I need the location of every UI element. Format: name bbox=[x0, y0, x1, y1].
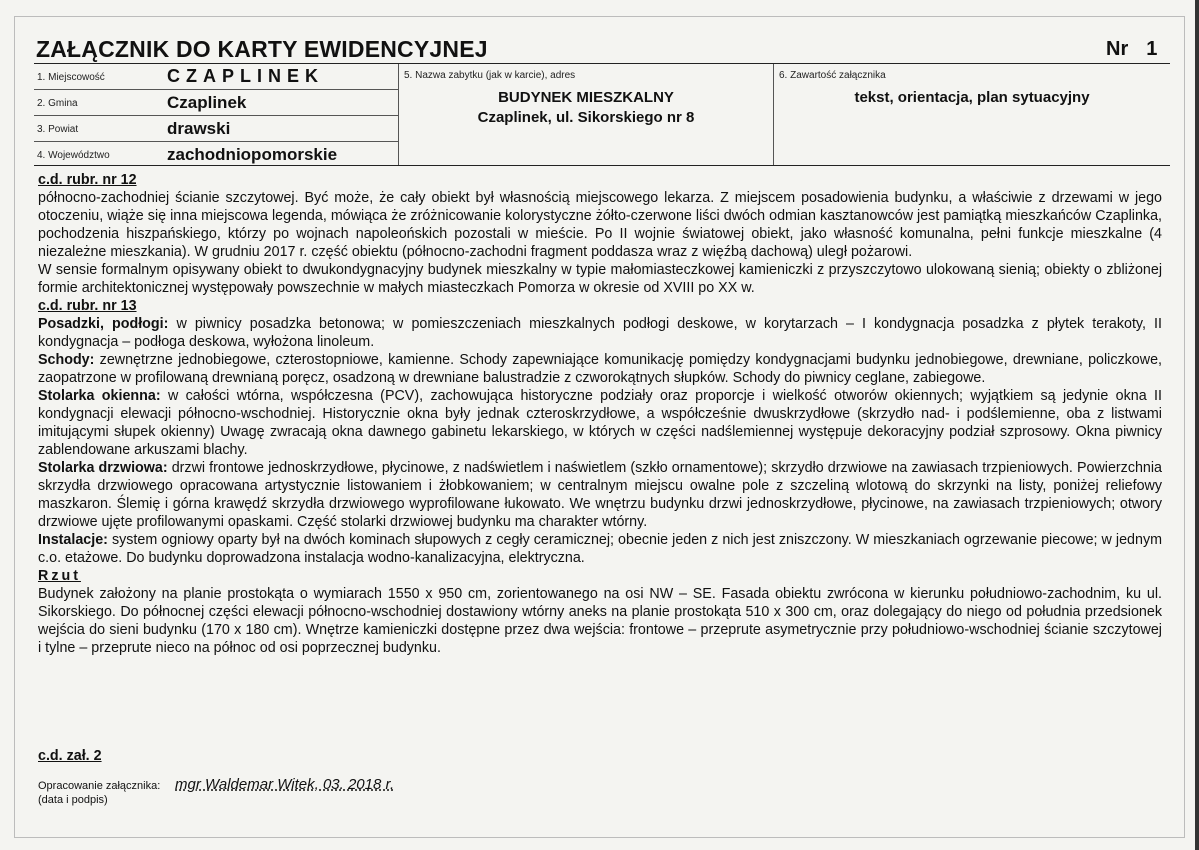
document-number bbox=[1106, 38, 1157, 61]
schody-text: zewnętrzne jednobiegowe, czterostopniowe, kamienne. Schody zapewniające komunikację pomiędzy kondygnacjami budynku jednobiegowe, drewniane, policzkowe, zaopatrzone w profilowaną drewnianą poręcz, osadzoną w drewniane balustradzie z czworokątnych słupków. Schody do piwnicy ceglane, zabiegowe. bbox=[38, 352, 1162, 386]
table-bottom-line bbox=[34, 165, 1170, 166]
value-nazwa bbox=[398, 88, 774, 128]
document-body bbox=[38, 171, 1162, 657]
drzwi-label: Stolarka drzwiowa: bbox=[38, 460, 168, 476]
posadzki-label: Posadzki, podłogi: bbox=[38, 316, 169, 332]
nr-label: Nr bbox=[1106, 38, 1129, 60]
value-powiat: drawski bbox=[167, 119, 231, 138]
signature-label-line-2: (data i podpis) bbox=[38, 794, 108, 806]
label-powiat: 3. Powiat bbox=[37, 124, 79, 135]
posadzki-text: w piwnicy posadzka betonowa; w pomieszczeniach mieszkalnych podłogi deskowe, w korytarzach – I kondygnacja posadzka z płytek terakoty, II kondygnacja – podłoga deskowa, wyłożona linoleum. bbox=[38, 316, 1162, 350]
label-zawartosc: 6. Zawartość załącznika bbox=[779, 70, 886, 81]
heading-rzut: Rzut bbox=[38, 568, 81, 584]
row-line-3 bbox=[34, 141, 398, 142]
drzwi-text: drzwi frontowe jednoskrzydłowe, płycinowe, z nadświetlem i naświetlem (szkło ornamentowe); skrzydło drzwiowe na zawiasach trzpieniowych. Powierzchnia skrzydła drzwiowego opracowana artystycznie listowaniem i żłobkowaniem; w centralnym miejscu owalne pole z szczeliną wlotową do skrzynki na listy, poniżej reliefowy maszkaron. Ślemię i górna krawędź skrzydła drzwiowego wyprofilowane łukowato. We wnętrzu budynku drzwi jednoskrzydłowe, płycinowe, na zawiasach trzpieniowych; otwory drzwiowe ujęte profilowanymi opaskami. Część stolarki drzwiowej budynku ma charakter wtórny. bbox=[38, 460, 1162, 530]
instalacje-label: Instalacje: bbox=[38, 532, 108, 548]
value-miejscowosc: CZAPLINEK bbox=[167, 66, 324, 86]
heading-zal-2: c.d. zał. 2 bbox=[38, 748, 102, 764]
page-title: ZAŁĄCZNIK DO KARTY EWIDENCYJNEJ bbox=[36, 36, 488, 62]
okna-text: w całości wtórna, współczesna (PCV), zachowująca historyczne podziały oraz proporcje i wielkość otworów okiennych; wyjątkiem są jedynie okna II kondygnacji elewacji północno-wschodniej. Historycznie okna były jednak czteroskrzydłowe, a współcześnie dwuskrzydłowe (skrzydło nad- i podślemienne, oba z listwami imitującymi słupek okienny) Uwagę zwracają okna dawnego gabinetu lekarskiego, w których w części nadślemiennej występuje dekoracyjny podział szprosowy. Okna piwnicy zablendowane arkuszami blachy. bbox=[38, 388, 1162, 458]
nr-value: 1 bbox=[1146, 38, 1158, 60]
label-miejscowosc: 1. Miejscowość bbox=[37, 72, 105, 83]
signature-value: mgr Waldemar Witek, 03. 2018 r. bbox=[175, 776, 395, 793]
label-nazwa: 5. Nazwa zabytku (jak w karcie), adres bbox=[404, 70, 576, 81]
section-drzwi bbox=[38, 459, 1162, 531]
instalacje-text: system ogniowy oparty był na dwóch kominach słupowych z cegły ceramicznej; obecnie jeden z nich jest zniszczony. W mieszkaniach ogrzewanie piecowe; w jednym c.o. etażowe. Do budynku doprowadzona instalacja wodno-kanalizacyjna, elektryczna. bbox=[38, 532, 1162, 566]
row-line-2 bbox=[34, 115, 398, 116]
value-gmina: Czaplinek bbox=[167, 93, 247, 112]
section-okna bbox=[38, 387, 1162, 459]
heading-rubr-13: c.d. rubr. nr 13 bbox=[38, 298, 137, 314]
paragraph-12b: W sensie formalnym opisywany obiekt to dwukondygnacyjny budynek mieszkalny w typie małomiasteczkowej kamieniczki z przyszczytowo ulokowaną sienią; obiekty o zbliżonej formie architektonicznej występowały powszechnie w małych miasteczkach Pomorza w okresie od XVIII po XX w. bbox=[38, 262, 1162, 296]
nazwa-line-1: BUDYNEK MIESZKALNY bbox=[498, 89, 674, 106]
section-schody bbox=[38, 351, 1162, 387]
label-gmina: 2. Gmina bbox=[37, 98, 78, 109]
value-wojewodztwo: zachodniopomorskie bbox=[167, 145, 338, 164]
heading-rubr-12: c.d. rubr. nr 12 bbox=[38, 172, 137, 188]
value-zawartosc: tekst, orientacja, plan sytuacyjny bbox=[854, 89, 1090, 106]
nazwa-line-2: Czaplinek, ul. Sikorskiego nr 8 bbox=[477, 109, 695, 126]
signature-label bbox=[38, 779, 160, 807]
paragraph-rzut: Budynek założony na planie prostokąta o wymiarach 1550 x 950 cm, zorientowanego na osi NW – SE. Fasada obiektu zwrócona w kierunku południowo-zachodnim, ku ul. Sikorskiego. Do północnej części elewacji północno-wschodniej dostawiony wtórny aneks na planie prostokąta 510 x 300 cm, oraz dolegający do niego od południa przedsionek wejścia do sieni budynku (170 x 180 cm). Wnętrze kamieniczki dostępne przez dwa wejścia: frontowe – przeprute asymetrycznie przy południowo-wschodniej ścianie szczytowej i tylne – przeprute nieco na północ od osi poprzecznej budynku. bbox=[38, 586, 1162, 656]
row-line-1 bbox=[34, 89, 398, 90]
section-posadzki bbox=[38, 315, 1162, 351]
signature-label-line-1: Opracowanie załącznika: bbox=[38, 780, 161, 792]
table-top-line bbox=[34, 63, 1170, 64]
label-wojewodztwo: 4. Województwo bbox=[37, 150, 110, 161]
schody-label: Schody: bbox=[38, 352, 95, 368]
okna-label: Stolarka okienna: bbox=[38, 388, 161, 404]
section-instalacje bbox=[38, 531, 1162, 567]
scan-edge bbox=[1195, 0, 1199, 850]
paragraph-12a: północno-zachodniej ścianie szczytowej. Być może, że cały obiekt był własnością miejscowego lekarza. Z miejscem posadowienia budynku, a właściwie z drzewami w jego otoczeniu, wiąże się inna miejscowa legenda, mówiąca że zróżnicowanie kolorystyczne żółto-czerwone liści dwóch odmian kasztanowców jest pamiątką mieszkańców Czaplinka, pochodzenia hiszpańskiego, którzy po wojnach napoleońskich pozostali w mieście. Po II wojnie światowej obiekt, jako własność komunalna, pełni funkcje mieszkalne (4 niezależne mieszkania). W grudniu 2017 r. część obiektu (północno-zachodni fragment poddasza wraz z więźbą dachową) uległ pożarowi. bbox=[38, 190, 1162, 260]
